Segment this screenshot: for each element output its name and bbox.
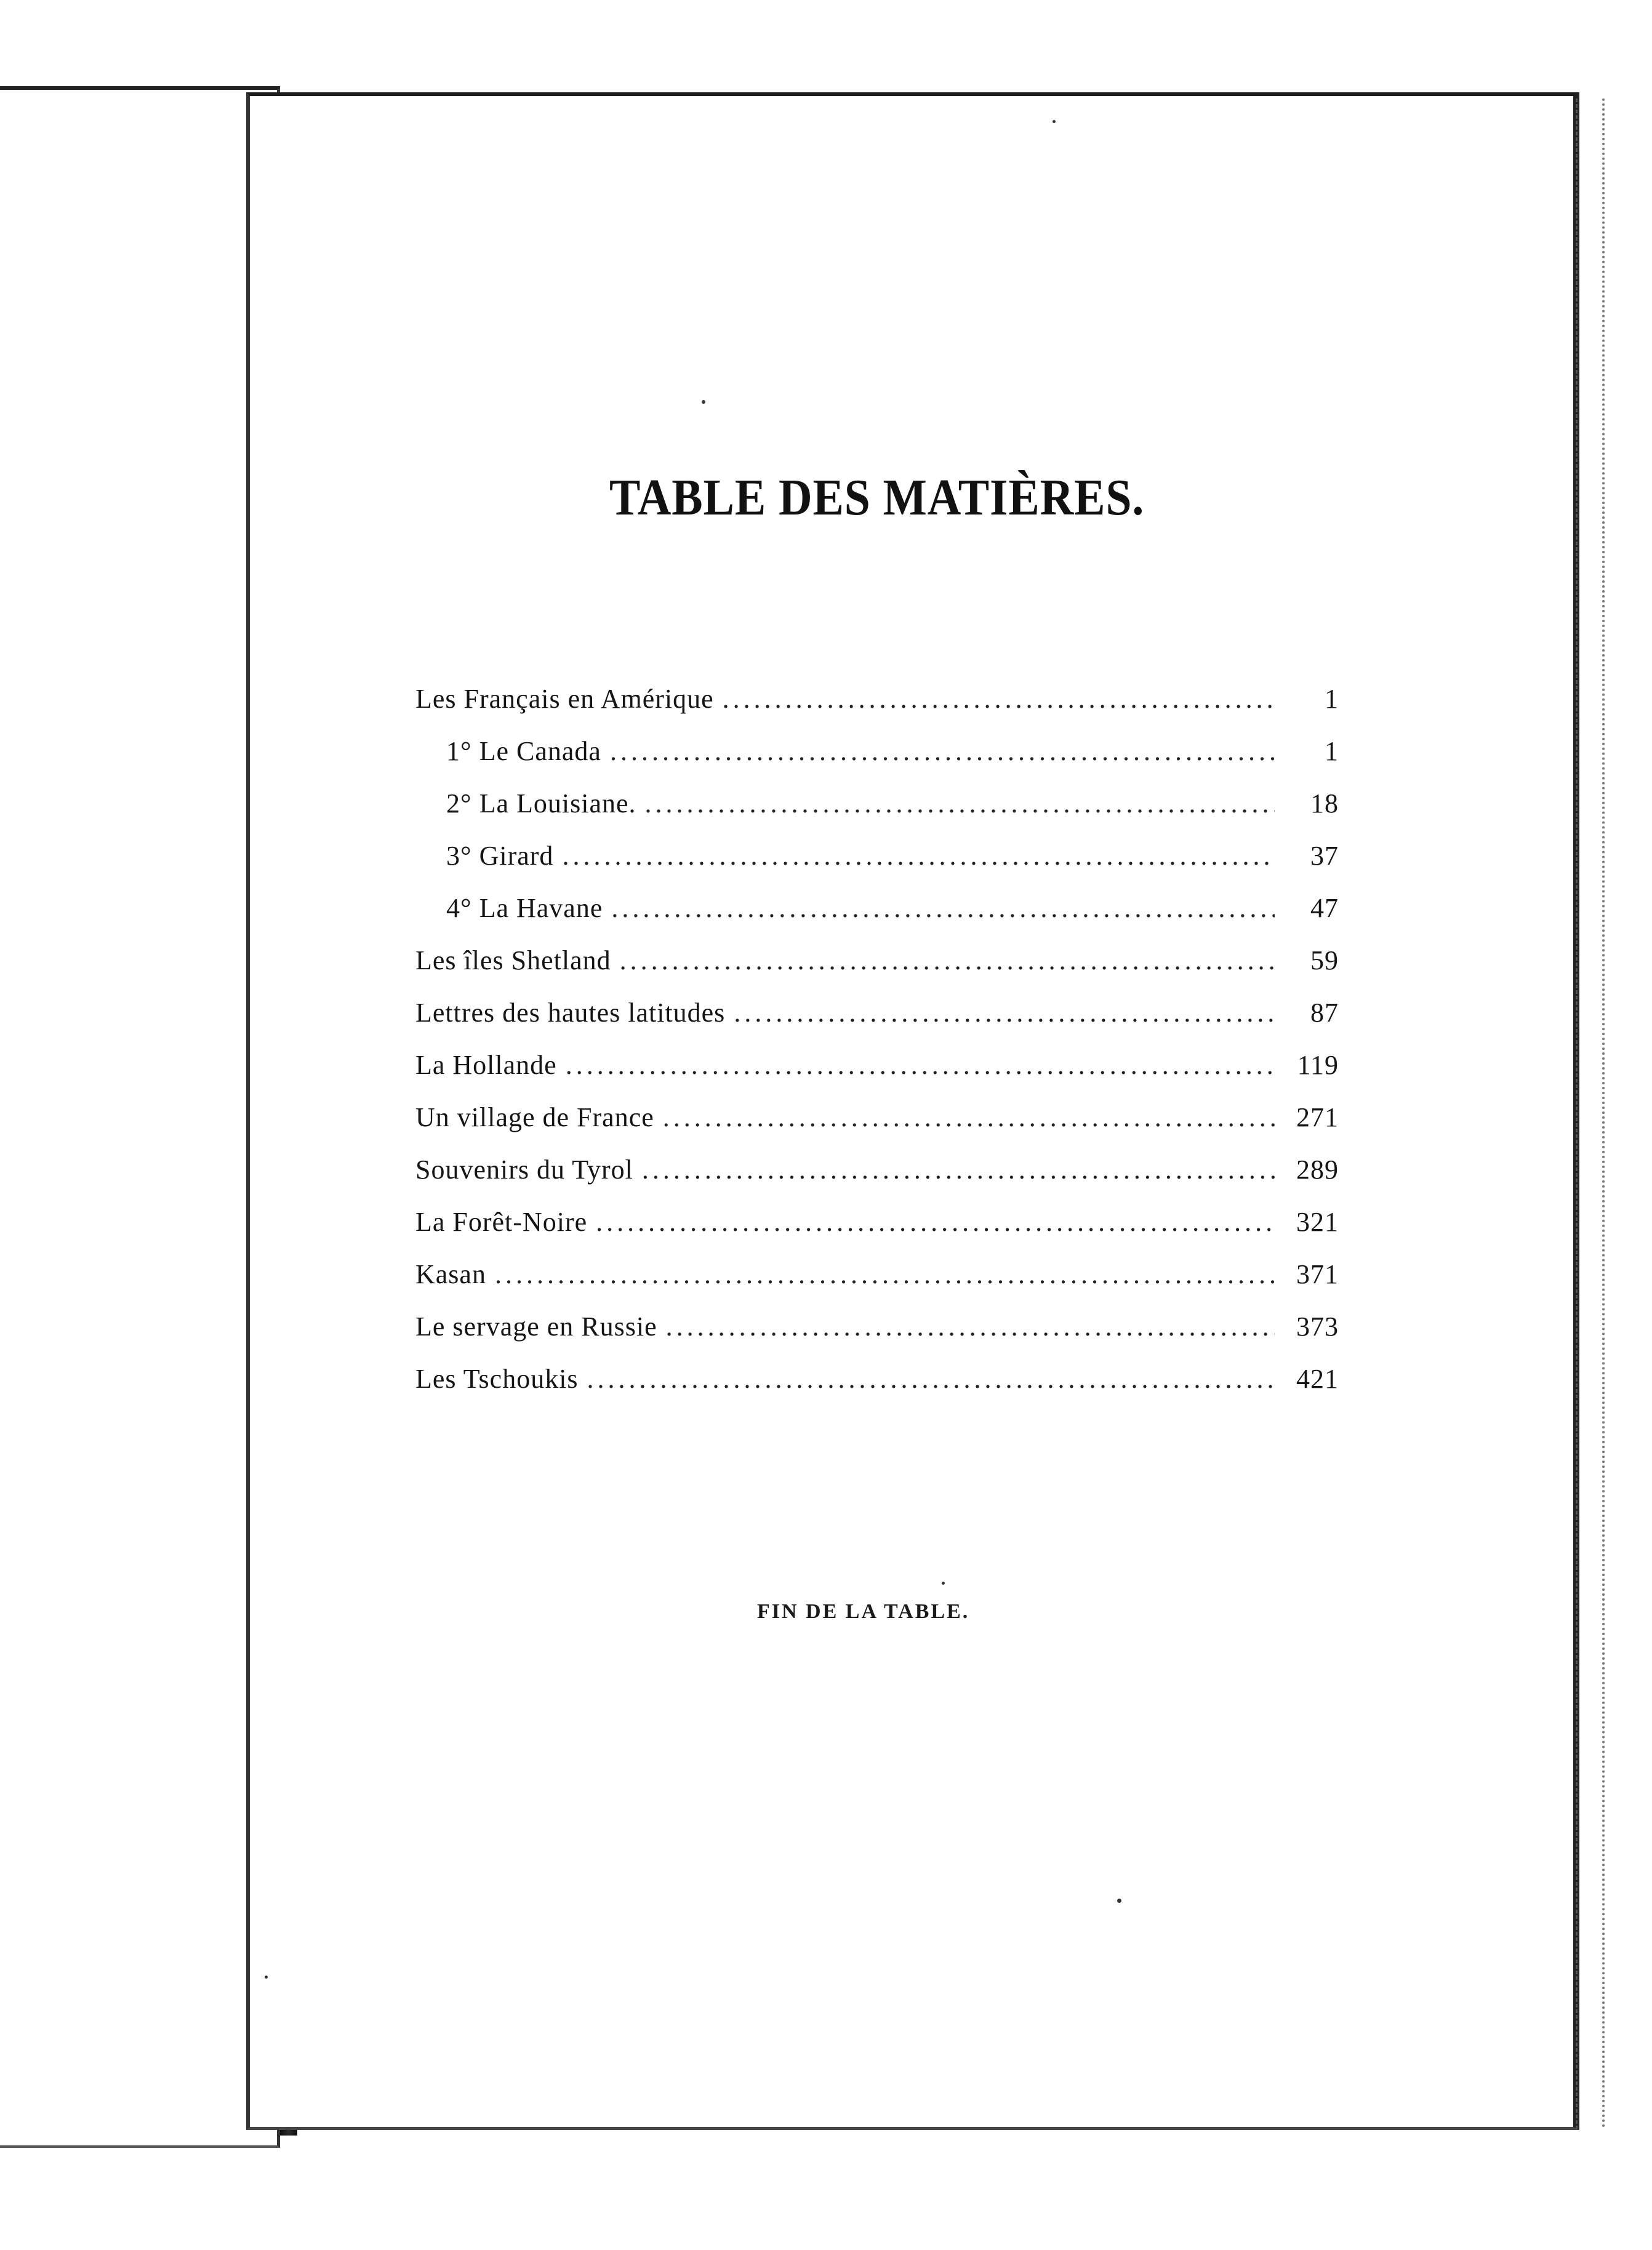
toc-entry-page: 37 <box>1310 841 1339 871</box>
dot-leader <box>562 840 1275 871</box>
scan-speck <box>942 1582 945 1585</box>
toc-entry-page: 373 <box>1296 1311 1339 1342</box>
toc-entry-label: 3° Girard <box>446 841 554 871</box>
toc-entry <box>415 945 1339 997</box>
dot-leader <box>645 788 1275 819</box>
toc-entry-label: Un village de France <box>415 1102 654 1132</box>
toc-entry-page: 59 <box>1310 945 1339 975</box>
toc-entry <box>415 1154 1339 1206</box>
dot-leader <box>587 1363 1275 1395</box>
page-title: TABLE DES MATIÈRES. <box>609 469 1145 526</box>
dot-leader <box>642 1154 1275 1185</box>
dot-leader <box>566 1049 1275 1081</box>
toc-entry-label: Le servage en Russie <box>415 1311 657 1342</box>
toc-entry-page: 47 <box>1310 893 1339 923</box>
toc-entry-page: 1 <box>1325 684 1339 714</box>
toc-entry-page: 87 <box>1310 998 1339 1028</box>
dot-leader <box>663 1102 1275 1133</box>
toc-entry-page: 1 <box>1325 736 1339 766</box>
scan-speck <box>265 1976 268 1979</box>
toc-entry-label: La Hollande <box>415 1050 557 1080</box>
toc-entry <box>415 1259 1339 1311</box>
toc-entry-label: Les Français en Amérique <box>415 684 714 714</box>
toc-entry <box>415 735 1339 788</box>
closing-line: FIN DE LA TABLE. <box>757 1600 970 1623</box>
left-facing-page <box>0 86 280 2148</box>
dot-leader <box>723 683 1275 715</box>
toc-entry-label: Les îles Shetland <box>415 945 611 975</box>
toc-entry <box>415 997 1339 1049</box>
toc-entry <box>415 1311 1339 1363</box>
toc-entry <box>415 1206 1339 1259</box>
scan-speck <box>1117 1899 1121 1903</box>
toc-entry-label: 2° La Louisiane. <box>446 788 636 819</box>
dot-leader <box>666 1311 1275 1342</box>
toc-entry <box>415 1363 1339 1415</box>
toc-entry-label: Les Tschoukis <box>415 1364 579 1394</box>
toc-entry <box>415 892 1339 945</box>
toc-entry-label: Lettres des hautes latitudes <box>415 998 726 1028</box>
toc-entry <box>415 683 1339 735</box>
dot-leader <box>611 892 1275 924</box>
dot-leader <box>495 1259 1275 1290</box>
toc-entry-page: 321 <box>1296 1207 1339 1237</box>
toc-entry-label: La Forêt-Noire <box>415 1207 588 1237</box>
dot-leader <box>620 945 1275 976</box>
toc-entry-label: Kasan <box>415 1259 486 1289</box>
toc-entry <box>415 788 1339 840</box>
toc-entry-page: 421 <box>1296 1364 1339 1394</box>
dot-leader <box>734 997 1275 1028</box>
dot-leader <box>596 1206 1275 1238</box>
toc-entry-page: 371 <box>1296 1259 1339 1289</box>
toc-entry-label: 4° La Havane <box>446 893 603 923</box>
scan-speck <box>1053 120 1056 123</box>
toc-entry <box>415 840 1339 892</box>
scan-speck <box>702 400 705 404</box>
toc-entry-page: 271 <box>1296 1102 1339 1132</box>
toc-entry-page: 289 <box>1296 1155 1339 1185</box>
toc-entry-page: 18 <box>1310 788 1339 819</box>
toc-entry-label: Souvenirs du Tyrol <box>415 1155 633 1185</box>
page-edge <box>1576 98 1605 2129</box>
toc-entry <box>415 1102 1339 1154</box>
toc-entry-label: 1° Le Canada <box>446 736 601 766</box>
table-of-contents <box>415 683 1339 1415</box>
toc-entry-page: 119 <box>1297 1050 1339 1080</box>
toc-entry <box>415 1049 1339 1102</box>
dot-leader <box>610 735 1275 767</box>
